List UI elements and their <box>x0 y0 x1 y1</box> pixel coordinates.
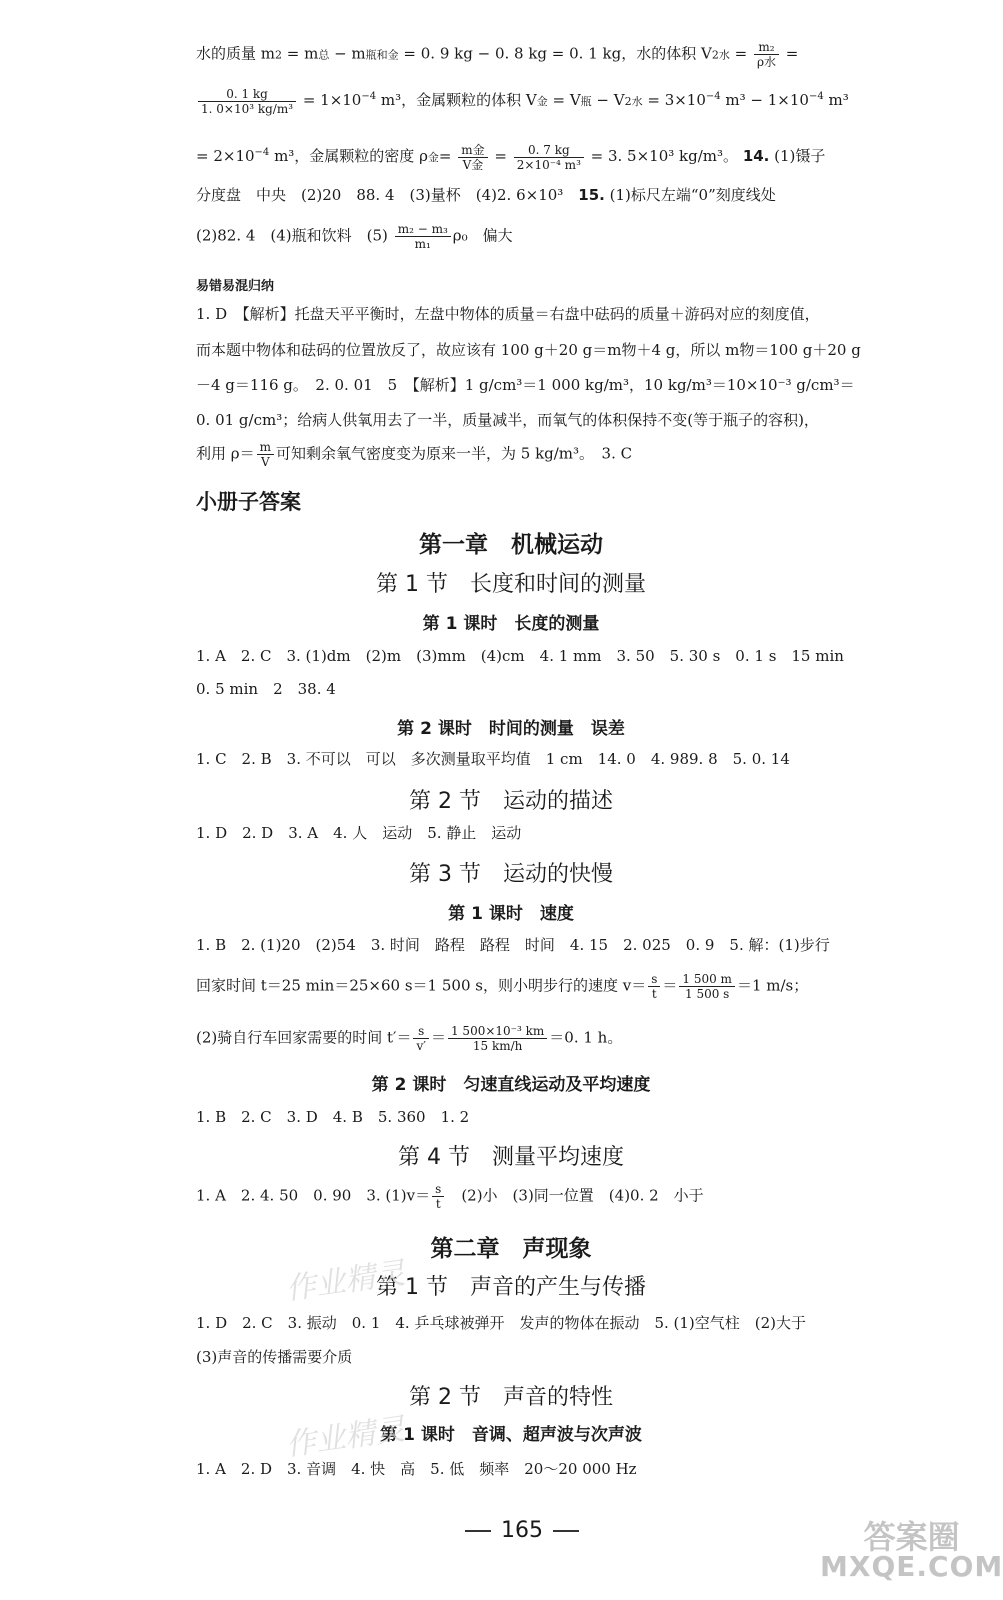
text-line: 水的质量 m2 = m总 − m瓶和金 = 0. 9 kg − 0. 8 kg = 0. 1 kg，水的体积 V2水 = $\frac{\text{m₂}}{\text{ρ水}}$ = <box>196 40 799 69</box>
text-line: = $2\times 10^{-4}$ m³，金属颗粒的密度 ρ金= $\frac{\text{m金}}{\text{V金}}$ = $\frac{0. 7 kg}{\text{2×10⁻⁴ m³}}$ = 3. 5×10³ kg/m³。 14. (1)镊子 <box>196 142 826 172</box>
text-line: 1. A 2. C 3. (1)dm (2)m (3)mm (4)cm 4. 1 mm 3. 50 5. 30 s 0. 1 s 15 min <box>196 647 844 665</box>
fraction: $\frac{\text{m金}}{\text{V金}}$ <box>458 143 487 172</box>
lesson-title: 第 2 课时 匀速直线运动及平均速度 <box>371 1075 651 1095</box>
lesson-title: 第 1 课时 音调、超声波与次声波 <box>380 1425 642 1445</box>
text-line: 1. D 2. C 3. 振动 0. 1 4. 乒乓球被弹开 发声的物体在振动 5. (1)空气柱 (2)大于 <box>196 1314 807 1332</box>
fraction: $\frac{\text{m₂}}{\text{ρ水}}$ <box>754 40 779 69</box>
text-line: 而本题中物体和砝码的位置放反了，故应该有 100 g＋20 g＝m物＋4 g，所以 m物＝100 g＋20 g <box>196 341 861 359</box>
text-line: 0. 01 g/cm³；给病人供氧用去了一半，质量减半，而氧气的体积保持不变(等于瓶子的容积)， <box>196 411 819 429</box>
fraction: $\frac{\text{1 500×10⁻³ km}}{15 km/h}$ <box>448 1024 547 1053</box>
page-number: 165 <box>455 1518 589 1543</box>
text-line: 1. A 2. D 3. 音调 4. 快 高 5. 低 频率 20～20 000 Hz <box>196 1460 637 1478</box>
text-line: －4 g＝116 g。 2. 0. 01 5 【解析】1 g/cm³＝1 000 kg/m³，10 kg/m³＝10×10⁻³ g/cm³＝ <box>196 376 855 394</box>
text-line: (3)声音的传播需要介质 <box>196 1348 353 1366</box>
text-line: 1. D 【解析】托盘天平平衡时，左盘中物体的质量＝右盘中砝码的质量＋游码对应的刻度值， <box>196 305 820 323</box>
section-title: 第 2 节 运动的描述 <box>409 789 613 814</box>
text-line: 回家时间 t＝25 min＝25×60 s＝1 500 s，则小明步行的速度 v＝ $\frac{s}{t}$ ＝ $\frac{1 500 m}{1 500 s}$ ＝1 m/s； <box>196 972 809 1001</box>
section-title: 第 4 节 测量平均速度 <box>398 1145 624 1170</box>
fraction: $\frac{m}{V}$ <box>257 440 274 469</box>
fraction: $\frac{0. 1 kg}{\text{1. 0×10³ kg/m³}}$ <box>198 87 296 116</box>
text-line: 1. C 2. B 3. 不可以 可以 多次测量取平均值 1 cm 14. 0 4. 989. 8 5. 0. 14 <box>196 750 790 768</box>
lesson-title: 第 1 课时 速度 <box>448 904 574 924</box>
section-title: 第 3 节 运动的快慢 <box>409 862 613 887</box>
fraction: $\frac{0. 7 kg}{\text{2×10⁻⁴ m³}}$ <box>514 143 584 172</box>
text-line: 利用 ρ＝ $\frac{m}{V}$ 可知剩余氧气密度变为原来一半，为 5 kg/m³。 3. C <box>196 440 633 469</box>
section-title: 第 2 节 声音的特性 <box>409 1385 613 1410</box>
chapter-title: 第一章 机械运动 <box>419 532 603 558</box>
fraction: $\frac{\text{m₂ − m₃}}{\text{m₁}}$ <box>395 222 451 251</box>
text-line: 分度盘 中央 (2)20 88. 4 (3)量杯 (4)2. 6×10³ 15. (1)标尺左端“0”刻度线处 <box>196 186 776 204</box>
text-line: 1. B 2. C 3. D 4. B 5. 360 1. 2 <box>196 1108 470 1126</box>
fraction: $\frac{s}{t}$ <box>648 972 660 1001</box>
section-title: 第 1 节 声音的产生与传播 <box>376 1275 646 1300</box>
watermark: 作业精灵 <box>283 1411 408 1464</box>
text-line: 1. A 2. 4. 50 0. 90 3. (1)v＝ $\frac{s}{t}$ (2)小 (3)同一位置 (4)0. 2 小于 <box>196 1182 704 1211</box>
text-line: 1. B 2. (1)20 (2)54 3. 时间 路程 路程 时间 4. 15 2. 025 0. 9 5. 解：(1)步行 <box>196 936 830 954</box>
fraction: $\frac{s}{t}$ <box>432 1182 444 1211</box>
text-line: 1. D 2. D 3. A 4. 人 运动 5. 静止 运动 <box>196 824 522 842</box>
fraction: $\frac{1 500 m}{1 500 s}$ <box>679 972 735 1001</box>
lesson-title: 第 1 课时 长度的测量 <box>422 614 600 634</box>
text-line: 0. 5 min 2 38. 4 <box>196 680 336 698</box>
section-label: 易错易混归纳 <box>196 279 275 294</box>
text-line: (2)82. 4 (4)瓶和饮料 (5) $\frac{\text{m₂ − m₃}}{\text{m₁}}$ ρ₀ 偏大 <box>196 222 513 251</box>
section-title: 第 1 节 长度和时间的测量 <box>376 572 646 597</box>
chapter-title: 第二章 声现象 <box>430 1236 592 1262</box>
brand-logo: 答案圈 MXQE.COM <box>820 1518 1003 1583</box>
lesson-title: 第 2 课时 时间的测量 误差 <box>397 719 625 739</box>
text-line: $\frac{0. 1 kg}{\text{1. 0×10³ kg/m³}}$ = $1\times 10^{-4}$ m³，金属颗粒的体积 V金 = V瓶 − V2水 = $3\times 10^{-4}$ $m^3 - 1\times 10^{-4}$ m³ <box>196 86 826 116</box>
booklet-title: 小册子答案 <box>196 490 301 514</box>
text-line: (2)骑自行车回家需要的时间 t′＝ $\frac{s}{v'}$ ＝ $\frac{\text{1 500×10⁻³ km}}{15 km/h}$ ＝0. 1 h。 <box>196 1024 623 1053</box>
fraction: $\frac{s}{v'}$ <box>413 1024 429 1053</box>
watermark: 作业精灵 <box>283 1255 408 1308</box>
